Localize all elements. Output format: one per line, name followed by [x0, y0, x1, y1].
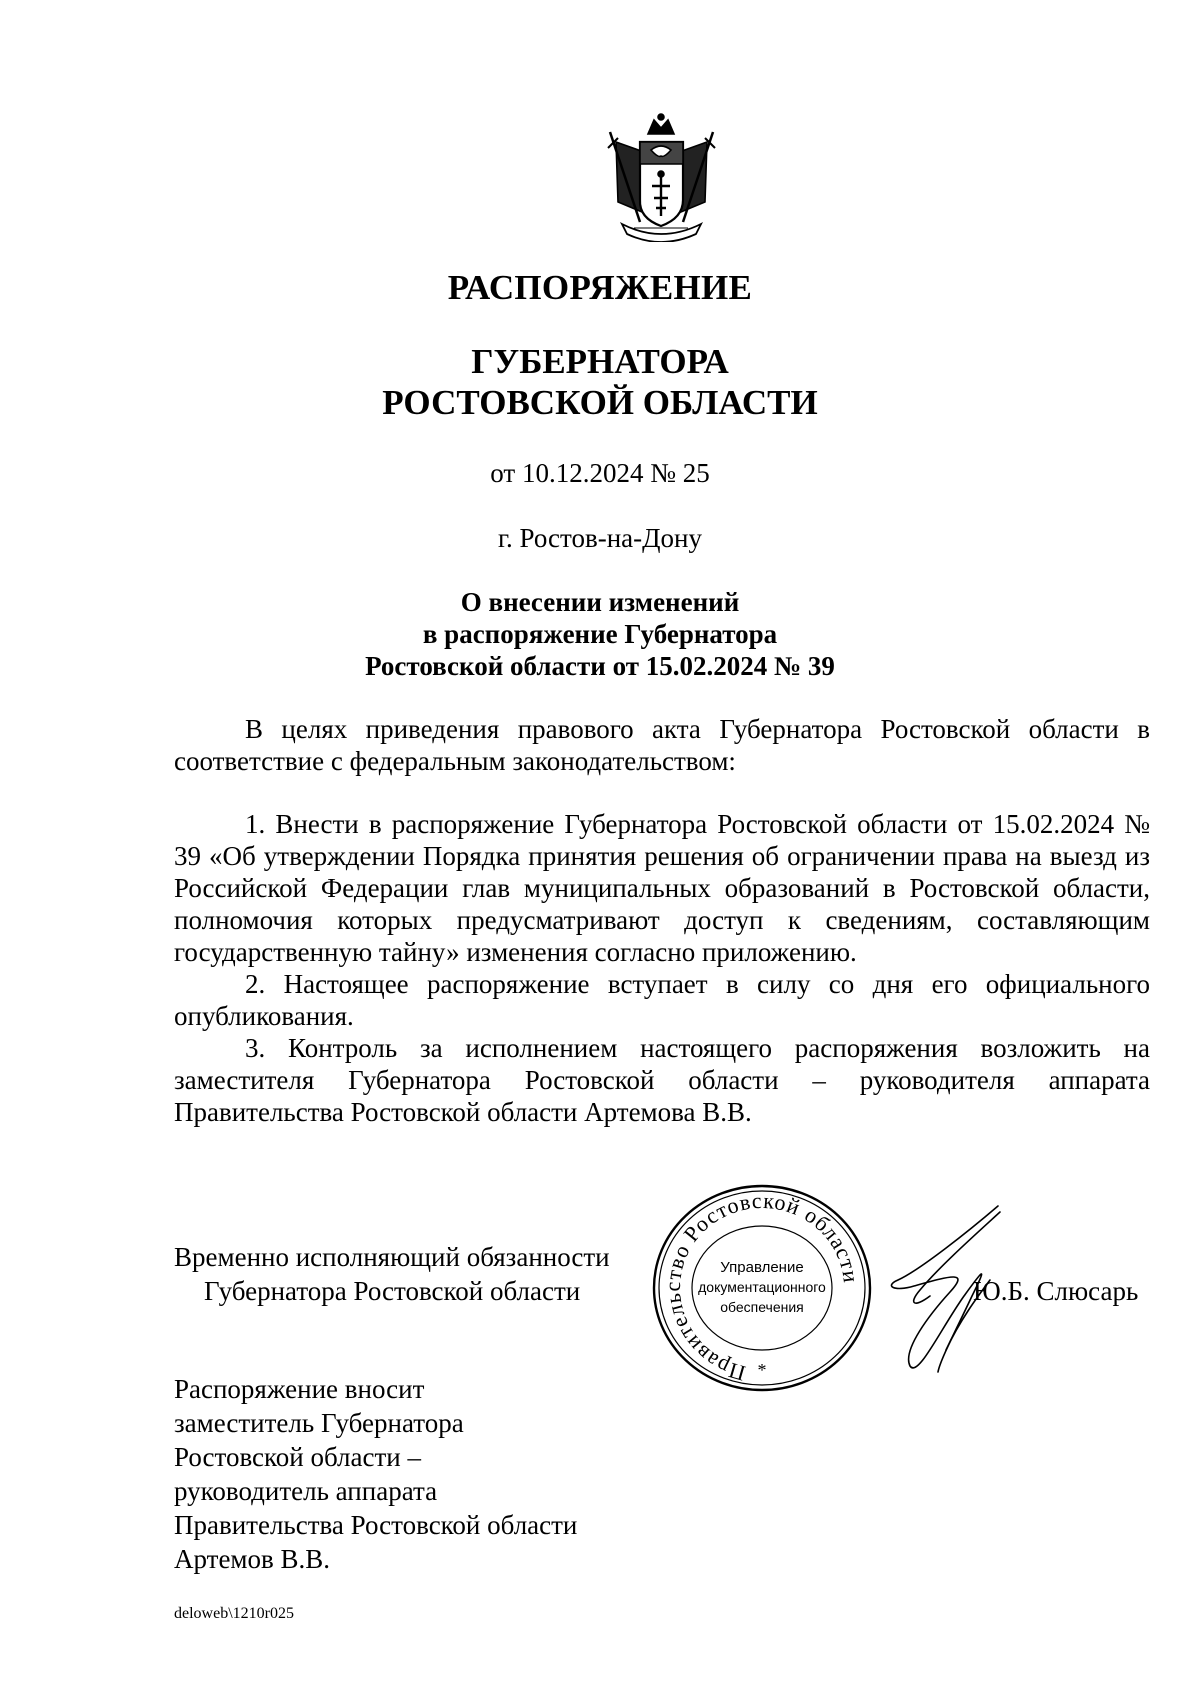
- document-city: г. Ростов-на-Дону: [497, 523, 702, 553]
- signatory-position-line-2: Губернатора Ростовской области: [204, 1276, 581, 1306]
- order-item-3: 3. Контроль за исполнением настоящего распоряжения возложить на заместителя Губернатора Ростовской области – руководителя аппарата Правительства Ростовской области Артемова В.В.: [174, 1033, 1150, 1127]
- coat-of-arms-icon: [604, 112, 719, 242]
- signatory-position: [174, 1240, 610, 1308]
- signatory-position-line-1: Временно исполняющий обязанности: [174, 1242, 610, 1272]
- order-item-2: 2. Настоящее распоряжение вступает в силу со дня его официального опубликования.: [174, 969, 1150, 1031]
- stamp-center-line-3: обеспечения: [720, 1299, 804, 1315]
- document-subject: [0, 586, 1200, 682]
- document-type-title: РАСПОРЯЖЕНИЕ: [447, 268, 753, 307]
- contributor-block: [174, 1372, 577, 1576]
- contributor-line-1: Распоряжение вносит: [174, 1374, 425, 1404]
- preamble-text: В целях приведения правового акта Губернатора Ростовской области в соответствие с федеральным законодательством:: [174, 714, 1150, 776]
- official-stamp: [648, 1182, 876, 1394]
- contributor-line-5: Правительства Ростовской области: [174, 1510, 578, 1540]
- contributor-line-3: Ростовской области –: [174, 1442, 421, 1472]
- stamp-center-line-2: документационного: [698, 1279, 826, 1295]
- subject-line-3: Ростовской области от 15.02.2024 № 39: [365, 651, 835, 681]
- subject-line-1: О внесении изменений: [460, 587, 740, 617]
- preamble-paragraph: [174, 713, 1150, 777]
- stamp-star-icon: *: [757, 1360, 767, 1380]
- signatory-name: Ю.Б. Слюсарь: [973, 1276, 1139, 1306]
- issuer-line-2: РОСТОВСКОЙ ОБЛАСТИ: [382, 383, 818, 422]
- order-items: [174, 808, 1150, 1128]
- contributor-line-6: Артемов В.В.: [174, 1544, 331, 1574]
- order-item-1: 1. Внести в распоряжение Губернатора Ростовской области от 15.02.2024 № 39 «Об утверждении Порядка принятия решения об ограничении права на выезд из Российской Федерации глав муниципальных образований в Ростовской области, полномочия которых предусматривают доступ к сведениям, составляющим государственную тайну» изменения согласно приложению.: [174, 809, 1150, 967]
- file-reference: deloweb\1210r025: [174, 1605, 294, 1622]
- subject-line-2: в распоряжение Губернатора: [422, 619, 778, 649]
- stamp-center-line-1: Управление: [720, 1259, 804, 1276]
- contributor-line-4: руководитель аппарата: [174, 1476, 438, 1506]
- stamp-ring-text: Правительство Ростовской области: [659, 1187, 865, 1387]
- issuer-line-1: ГУБЕРНАТОРА: [471, 342, 729, 381]
- contributor-line-2: заместитель Губернатора: [174, 1408, 464, 1438]
- document-date-number: от 10.12.2024 № 25: [490, 458, 710, 488]
